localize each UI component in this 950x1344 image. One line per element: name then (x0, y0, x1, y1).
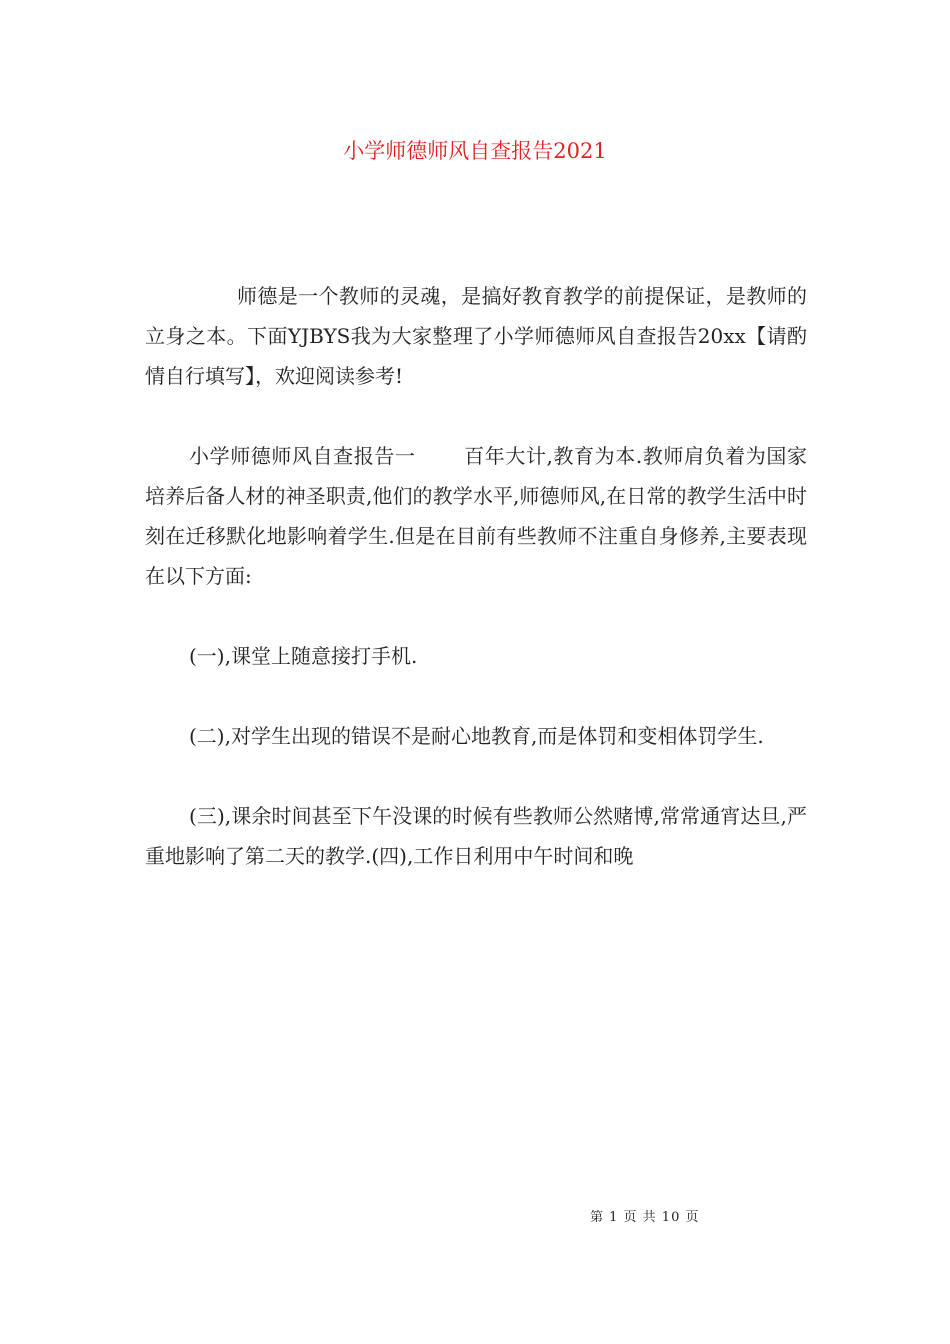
paragraph-item-2: (二),对学生出现的错误不是耐心地教育,而是体罚和变相体罚学生. (189, 724, 764, 748)
paragraph-item-3: (三),课余时间甚至下午没课的时候有些教师公然赌博,常常通宵达旦,严重地影响了第二天的教学.(四),工作日利用中午时间和晚 (145, 804, 807, 868)
page-footer: 第 1 页 共 10 页 (590, 1210, 700, 1225)
document-body (145, 276, 807, 916)
section-body: 百年大计,教育为本.教师肩负着为国家培养后备人材的神圣职责,他们的教学水平,师德师风,在日常的教学生活中时刻在迁移默化地影响着学生.但是在目前有些教师不注重自身修养,主要表现在以下方面: (145, 444, 808, 588)
paragraph-report-one (145, 436, 807, 596)
paragraph-item-1: (一),课堂上随意接打手机. (189, 644, 418, 668)
section-heading: 小学师德师风自查报告一 (189, 444, 416, 468)
paragraph-intro: 师德是一个教师的灵魂，是搞好教育教学的前提保证，是教师的立身之本。下面YJBYS我为大家整理了小学师德师风自查报告20xx【请酌情自行填写】，欢迎阅读参考! (145, 284, 807, 388)
document-title: 小学师德师风自查报告2021 (343, 139, 607, 163)
